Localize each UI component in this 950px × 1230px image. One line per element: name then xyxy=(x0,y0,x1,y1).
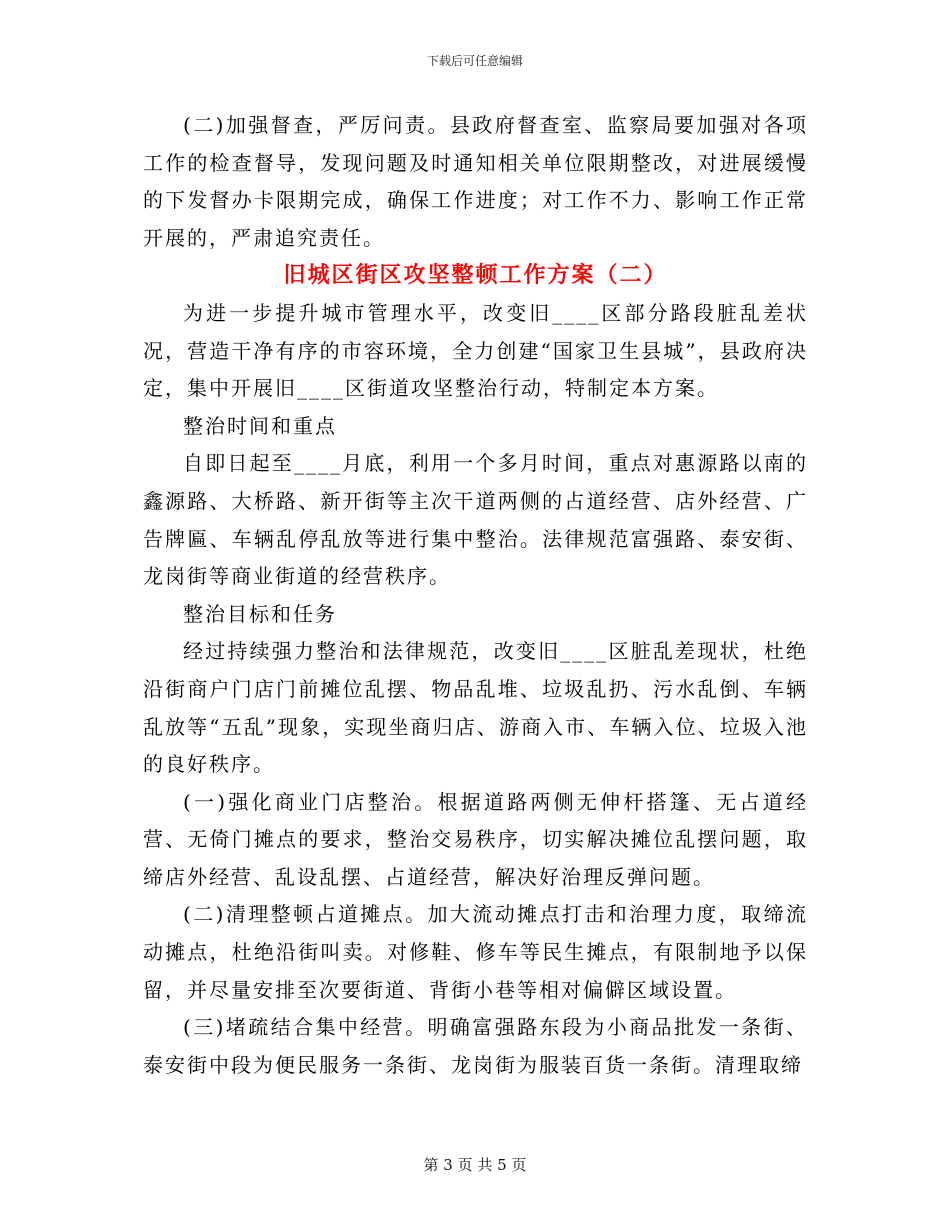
paragraph-supervision: (二)加强督查，严厉问责。县政府督查室、监察局要加强对各项工作的检查督导，发现问题及时通知相关单位限期整改，对进展缓慢的下发督办卡限期完成，确保工作进度；对工作不力、影响工作正常开展的，严肃追究责任。 xyxy=(143,113,808,250)
page-number: 第 3 页 共 5 页 xyxy=(423,1156,527,1174)
paragraph-time-focus: 自即日起至____月底，利用一个多月时间，重点对惠源路以南的鑫源路、大桥路、新开街等主次干道两侧的占道经营、店外经营、广告牌匾、车辆乱停乱放等进行集中整治。法律规范富强路、泰安街、龙岗街等商业街道的经营秩序。 xyxy=(143,451,808,589)
paragraph-task-3: (三)堵疏结合集中经营。明确富强路东段为小商品批发一条街、泰安街中段为便民服务一条街、龙岗街为服装百货一条街。清理取缔 xyxy=(143,1015,808,1077)
paragraph-task-1: (一)强化商业门店整治。根据道路两侧无伸杆搭篷、无占道经营、无倚门摊点的要求，整治交易秩序，切实解决摊位乱摆问题，取缔店外经营、乱设乱摆、占道经营，解决好治理反弹问题。 xyxy=(143,789,808,889)
paragraph-intro: 为进一步提升城市管理水平，改变旧____区部分路段脏乱差状况，营造干净有序的市容环境，全力创建“国家卫生县城”，县政府决定，集中开展旧____区街道攻坚整治行动，特制定本方案。 xyxy=(143,300,808,401)
section-heading-time-focus: 整治时间和重点 xyxy=(183,413,337,438)
paragraph-task-2: (二)清理整顿占道摊点。加大流动摊点打击和治理力度，取缔流动摊点，杜绝沿街叫卖。对修鞋、修车等民生摊点，有限制地予以保留，并尽量安排至次要街道、背街小巷等相对偏僻区域设置。 xyxy=(143,902,808,1002)
section-heading-goals-tasks: 整治目标和任务 xyxy=(183,601,337,626)
header-note: 下载后可任意编辑 xyxy=(426,54,523,68)
document-body xyxy=(143,107,808,1084)
document-title: 旧城区街区攻坚整顿工作方案（二） xyxy=(283,262,668,289)
paragraph-goals: 经过持续强力整治和法律规范，改变旧____区脏乱差现状，杜绝沿街商户门店门前摊位乱摆、物品乱堆、垃圾乱扔、污水乱倒、车辆乱放等“五乱”现象，实现坐商归店、游商入市、车辆入位、垃圾入池的良好秩序。 xyxy=(143,639,808,777)
